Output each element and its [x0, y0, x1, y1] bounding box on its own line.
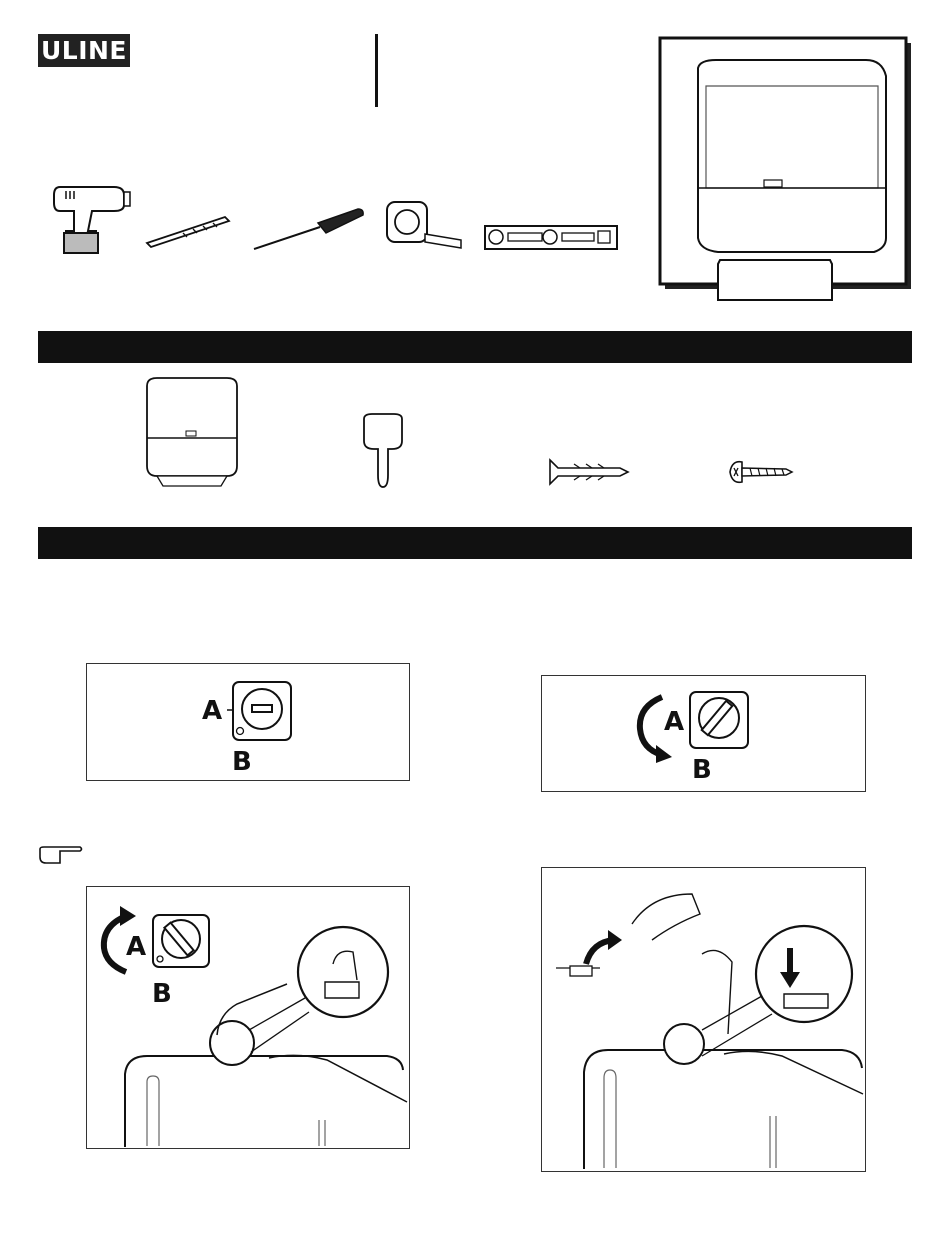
wall-anchor-icon — [548, 458, 630, 486]
screwdriver-icon — [250, 205, 365, 253]
figure-1-labels — [200, 692, 260, 777]
figure-2-label-a: A — [664, 707, 685, 737]
dispenser-key-illustration — [542, 884, 863, 1169]
screw-icon — [728, 458, 794, 486]
section-bar-installation — [38, 527, 912, 559]
figure-1-label-b: B — [232, 747, 252, 777]
figure-3-label-b: B — [152, 979, 172, 1009]
dispenser-top-illustration — [87, 940, 407, 1147]
drill-bit-icon — [143, 213, 233, 249]
level-icon — [484, 225, 619, 251]
figure-3-label-a: A — [126, 932, 147, 962]
uline-logo: ULINE — [38, 34, 130, 67]
dispenser-icon — [143, 376, 241, 490]
product-image — [660, 38, 916, 294]
drill-icon — [52, 183, 132, 258]
tape-measure-icon — [385, 200, 465, 255]
section-bar-parts — [38, 331, 912, 363]
key-icon — [358, 413, 408, 489]
header-divider — [375, 34, 378, 107]
figure-2-labels — [662, 703, 722, 783]
figure-1-label-a: A — [202, 696, 223, 726]
figure-2-label-b: B — [692, 755, 712, 785]
pointing-hand-icon — [38, 845, 84, 865]
